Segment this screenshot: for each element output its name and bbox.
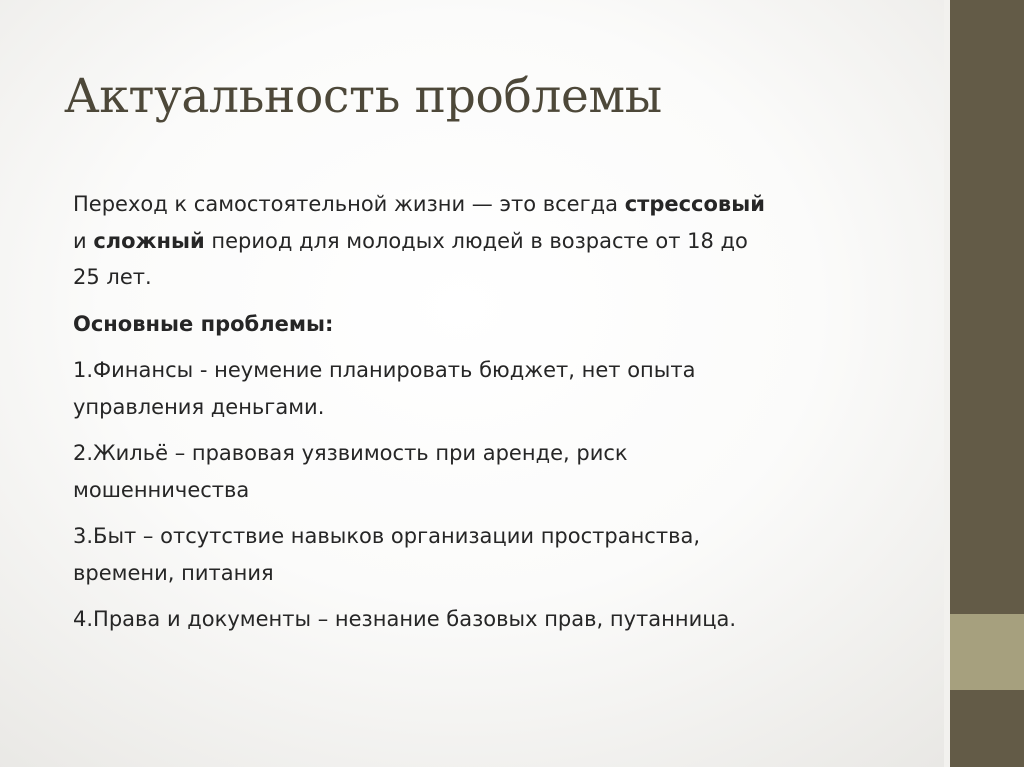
intro-bold-stressful: стрессовый	[624, 192, 765, 216]
problem-1-line-2: управления деньгами.	[73, 394, 325, 419]
problem-4-line-1: 4.Права и документы – незнание базовых прав, путанница.	[73, 607, 737, 631]
slide-title: Актуальность проблемы	[64, 69, 662, 124]
decorative-side-bar-accent	[950, 614, 1024, 690]
problem-2-line-1: 2.Жильё – правовая уязвимость при аренде, риск	[73, 441, 628, 465]
intro-bold-difficult: сложный	[93, 228, 205, 253]
problem-item-housing	[73, 435, 903, 508]
problems-heading	[73, 306, 903, 343]
problem-3-line-2: времени, питания	[73, 560, 274, 585]
problem-item-rights	[73, 601, 903, 638]
intro-paragraph	[73, 186, 903, 296]
intro-line-3: 25 лет.	[73, 265, 152, 289]
problems-heading-text: Основные проблемы:	[73, 311, 334, 336]
intro-text-2: период для молодых людей в возрасте от 18 до	[204, 228, 748, 253]
problem-2-line-2: мошенничества	[73, 477, 250, 502]
intro-text-2-prefix: и	[73, 228, 94, 253]
problem-item-household	[73, 518, 903, 591]
intro-line-2	[73, 229, 748, 253]
slide-content	[73, 186, 903, 648]
problem-3-line-1: 3.Быт – отсутствие навыков организации пространства,	[73, 524, 701, 548]
problem-1-line-1: 1.Финансы - неумение планировать бюджет, нет опыта	[73, 358, 696, 382]
intro-line-1	[73, 192, 765, 216]
intro-text-1: Переход к самостоятельной жизни — это всегда	[73, 192, 625, 216]
problem-item-finances	[73, 352, 903, 425]
